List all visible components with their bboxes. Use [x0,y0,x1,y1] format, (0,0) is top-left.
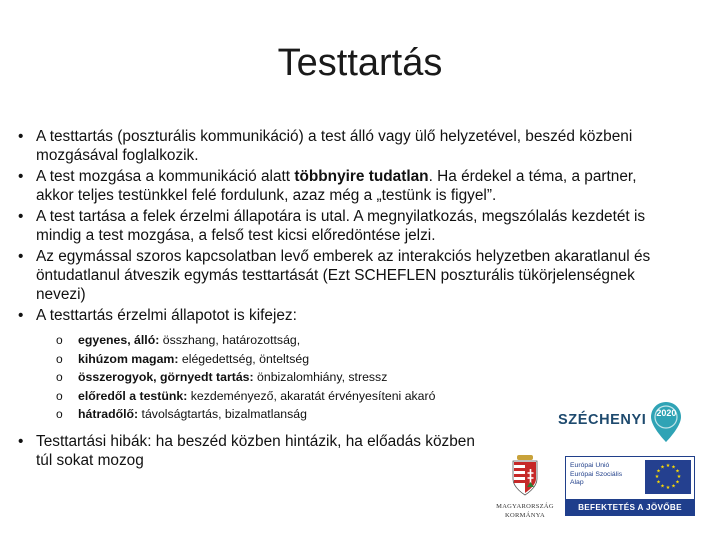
bullet-item [18,127,658,165]
bullet-item-last: • Testtartási hibák: ha beszéd közben hintázik, ha előadás közben túl sokat mozog [18,432,486,470]
svg-text:★: ★ [665,463,671,469]
bullet-text: A testtartás (poszturális kommunikáció) a test álló vagy ülő helyzetével, beszéd közbeni mozgásával foglalkozik. [36,128,633,164]
bullet-text: A testtartás érzelmi állapotot is kifejez: [36,307,297,324]
eu-logo [565,456,695,500]
sub-list-item [56,405,486,424]
map-pin-icon [648,400,684,440]
sub-item-term: egyenes, álló: [78,333,160,347]
bullet-text: A test tartása a felek érzelmi állapotára is utal. A megnyilatkozás, megszólalás kezdetét is mindig a test mozgása, a felső test kicsi előredöntése jelzi. [36,208,646,244]
eu-banner: BEFEKTETÉS A JÖVŐBE [565,500,695,516]
svg-text:★: ★ [654,474,660,480]
svg-text:★: ★ [675,479,680,486]
eu-line-2: Európai Szociális [570,470,623,478]
svg-text:★: ★ [675,468,680,475]
svg-text:★: ★ [671,483,676,490]
sub-item-term: hátradőlő: [78,407,139,422]
hungarian-government-logo [493,455,557,519]
svg-text:★: ★ [660,483,665,490]
sub-item-term: összerogyok, görnyedt tartás: [78,370,254,385]
sub-item-desc: önbizalomhiány, stressz [253,370,388,385]
sub-list-item [56,368,486,387]
sub-list-item [56,387,486,406]
sub-item-desc: elégedettség, önteltség [178,351,310,366]
eu-flag-icon [645,460,691,494]
slide-title: Testtartás [277,42,443,84]
bullet-item [18,247,658,304]
coat-of-arms-icon [508,455,542,497]
bullet-text: A test mozgása a kommunikáció alatt [36,168,295,185]
coat-text-2: KORMÁNYA [505,511,545,519]
sub-item-desc: távolságtartás, bizalmatlanság [138,407,307,422]
sub-item-desc: kezdeményező, akaratát érvényesíteni akaró [187,388,436,403]
bullet-text: Az egymással szoros kapcsolatban levő emberek az interakciós helyzetben akaratlanul és öntudatlanul átveszik egymás testtartását (Ezt SCHEFLEN poszturális tükörjelenségnek nevezi) [36,248,651,303]
eu-text [566,457,645,499]
szechenyi-logo-text: SZÉCHENYI [558,412,647,428]
sub-item-desc: összhang, határozottság, [159,333,301,347]
sub-list-item [56,331,486,350]
svg-text:★: ★ [656,468,661,475]
bullet-item [18,167,658,205]
sub-item-term: kihúzom magam: [78,351,179,366]
svg-text:★: ★ [665,485,671,491]
szechenyi-2020-logo [558,400,684,440]
eu-line-3: Alap [570,479,584,486]
sub-list [36,331,486,424]
svg-text:★: ★ [656,479,661,486]
szechenyi-year: 2020 [656,408,677,418]
svg-text:★: ★ [660,464,665,471]
svg-text:★: ★ [671,464,676,471]
svg-text:★: ★ [676,474,682,480]
sub-item-term: előredől a testünk: [78,388,188,403]
bullet-text: . Ha érdekel a téma, a partner, akkor teljes testünkkel felé fordulunk, azaz még a „testünk is figyel”. [36,168,637,204]
sub-list-item [56,350,486,369]
bullet-text: többnyire tudatlan [294,168,429,185]
coat-text-1: MAGYARORSZÁG [496,503,554,510]
bullet-item [18,207,658,245]
eu-line-1: Európai Unió [570,462,610,469]
